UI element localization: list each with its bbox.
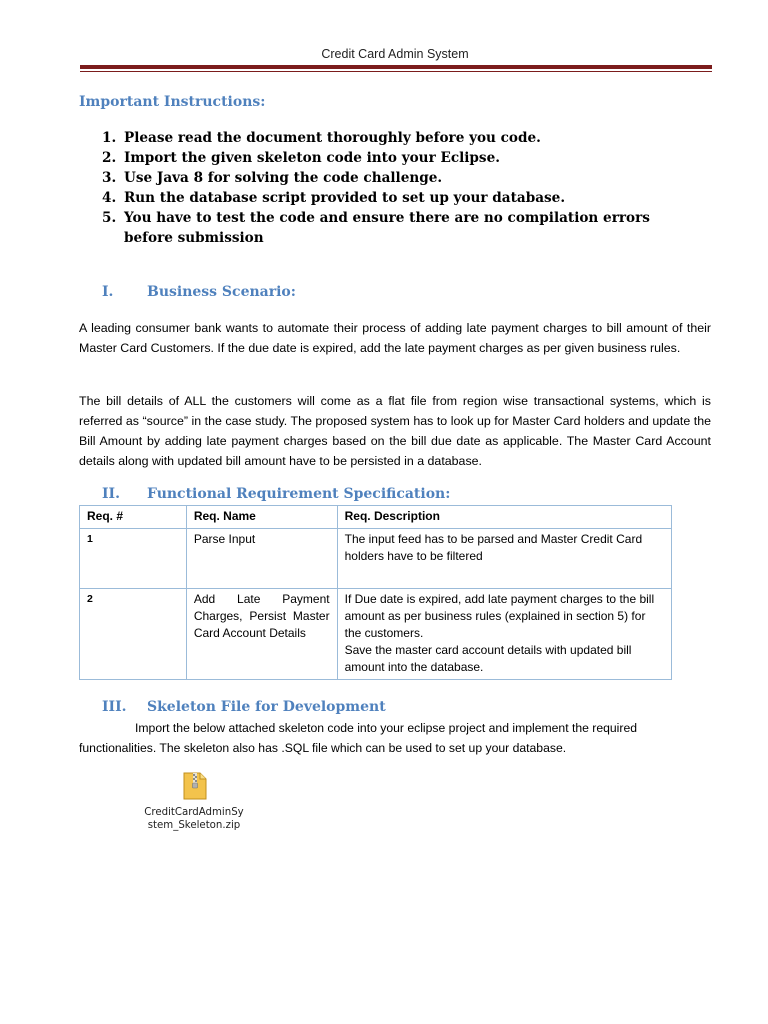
- instruction-number: 1.: [102, 130, 117, 146]
- instruction-text: Use Java 8 for solving the code challenge.: [124, 170, 443, 186]
- table-row: [80, 589, 672, 680]
- instruction-number: 5.: [102, 210, 117, 226]
- req-name-cell: Parse Input: [186, 529, 337, 589]
- table-header-row: [80, 506, 672, 529]
- instruction-number: 3.: [102, 170, 117, 186]
- skeleton-paragraph: [79, 718, 699, 758]
- header-rule-thin: [80, 71, 712, 72]
- document-header-title: Credit Card Admin System: [321, 47, 469, 61]
- instruction-text: Please read the document thoroughly before you code.: [124, 130, 541, 146]
- section-title: Business Scenario:: [147, 284, 296, 300]
- instruction-text: Import the given skeleton code into your Eclipse.: [124, 150, 500, 166]
- section-title: Skeleton File for Development: [147, 699, 386, 715]
- instruction-text: You have to test the code and ensure there are no compilation errors before submission: [124, 210, 650, 246]
- req-number-cell: 1: [80, 529, 187, 589]
- instruction-number: 4.: [102, 190, 117, 206]
- req-number-cell: 2: [80, 589, 187, 680]
- requirements-table: [79, 505, 672, 680]
- instruction-item: [102, 168, 702, 188]
- instruction-item: [102, 188, 702, 208]
- section-number: II.: [102, 486, 120, 502]
- section-number: I.: [102, 284, 114, 300]
- section-number: III.: [102, 699, 127, 715]
- req-name-cell: Add Late Payment Charges, Persist Master Card Account Details: [186, 589, 337, 680]
- req-description-cell: [337, 529, 671, 589]
- important-instructions-heading: Important Instructions:: [79, 94, 266, 110]
- section-title: Functional Requirement Specification:: [147, 486, 451, 502]
- req-description-text: If Due date is expired, add late payment charges to the bill amount as per business rules (explained in section 5) for the customers.: [344, 592, 655, 640]
- attachment-label[interactable]: [139, 806, 249, 832]
- instruction-item: [102, 148, 702, 168]
- zip-file-icon[interactable]: [182, 771, 208, 801]
- header-rule-thick: [80, 65, 712, 69]
- instruction-item: [102, 128, 702, 148]
- column-header: Req. Description: [337, 506, 671, 529]
- column-header: Req. Name: [186, 506, 337, 529]
- column-header: Req. #: [80, 506, 187, 529]
- req-description-text: Save the master card account details with updated bill amount into the database.: [344, 643, 632, 674]
- skeleton-paragraph-text: Import the below attached skeleton code into your eclipse project and implement the required functionalities. The skeleton also has .SQL file which can be used to set up your database.: [79, 721, 638, 755]
- attachment-label-line: stem_Skeleton.zip: [147, 820, 241, 831]
- instructions-list: [102, 128, 702, 248]
- instruction-number: 2.: [102, 150, 117, 166]
- instruction-text: Run the database script provided to set up your database.: [124, 190, 566, 206]
- table-row: [80, 529, 672, 589]
- req-description-cell: [337, 589, 671, 680]
- attachment-label-line: CreditCardAdminSy: [144, 807, 244, 818]
- business-scenario-paragraph-1: A leading consumer bank wants to automate their process of adding late payment charges to bill amount of their Master Card Customers. If the due date is expired, add the late payment charges as per given business rules.: [79, 321, 711, 355]
- business-scenario-paragraph-2: The bill details of ALL the customers will come as a flat file from region wise transactional systems, which is referred as “source” in the case study. The proposed system has to look up for Master Card holders and update the Bill Amount by adding late payment charges based on the bill due date as applicable. The Master Card Account details along with updated bill amount have to be persisted in a database.: [79, 394, 711, 468]
- req-description-text: The input feed has to be parsed and Master Credit Card holders have to be filtered: [344, 532, 643, 563]
- instruction-item: [102, 208, 702, 248]
